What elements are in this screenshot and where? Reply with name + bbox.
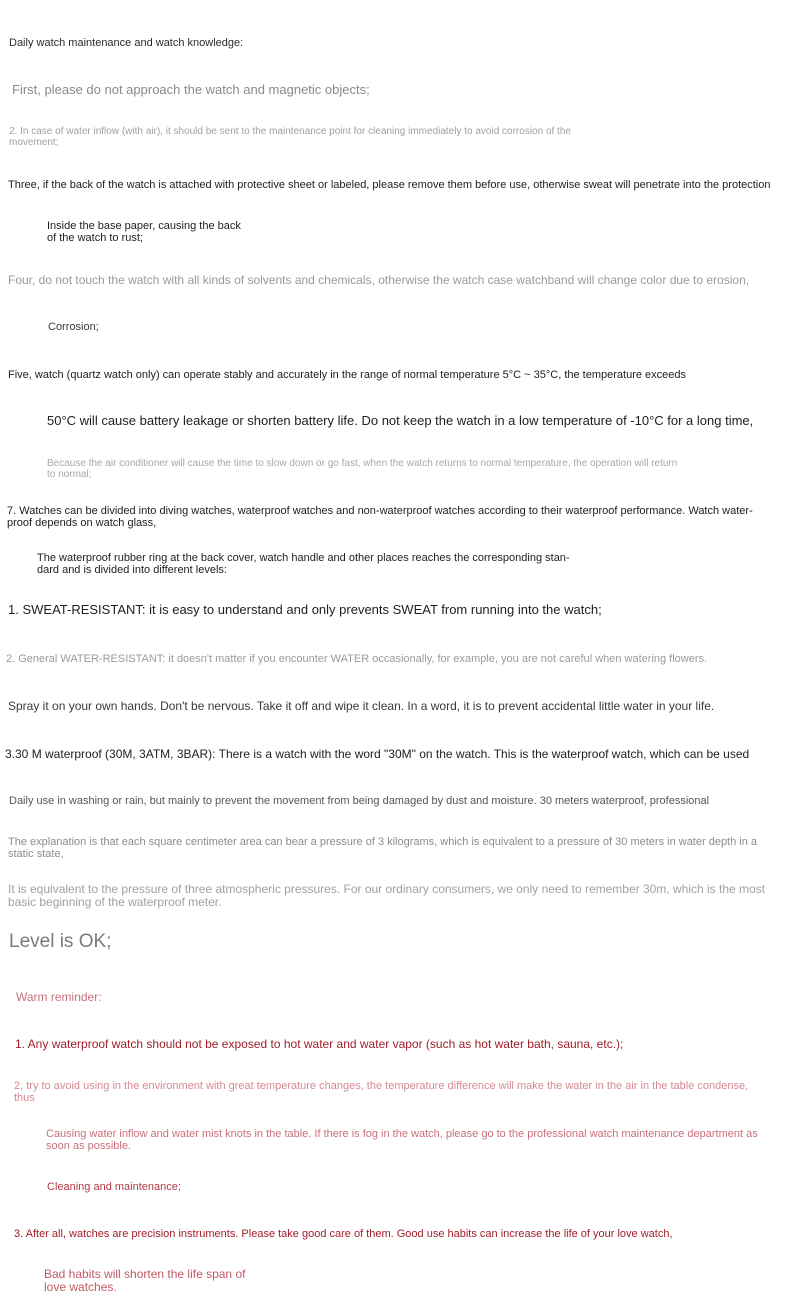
level-30m-cont: Daily use in washing or rain, but mainly to prevent the movement from being damaged by dust and moisture. 30 meters waterproof, professional	[9, 795, 710, 807]
reminder-water-mist: Causing water inflow and water mist knots in the table. If there is fog in the watch, please go to the professional watch maintenance department as soon as possible.	[46, 1128, 758, 1153]
reminder-temperature-changes: 2, try to avoid using in the environment with great temperature changes, the temperature difference will make the water in the air in the table condense, thus	[14, 1080, 749, 1105]
tip-protective-sheet-cont: Inside the base paper, causing the back of the watch to rust;	[47, 220, 241, 245]
level-30m: 3.30 M waterproof (30M, 3ATM, 3BAR): There is a watch with the word "30M" on the watch. This is the waterproof watch, which can be used	[5, 747, 750, 761]
waterproof-levels: The waterproof rubber ring at the back cover, watch handle and other places reaches the corresponding stan-dard and is divided into different levels:	[37, 552, 570, 577]
level-sweat-resistant: 1. SWEAT-RESISTANT: it is easy to understand and only prevents SWEAT from running into the watch;	[8, 602, 602, 617]
pressure-atmospheric: It is equivalent to the pressure of three atmospheric pressures. For our ordinary consumers, we only need to remember 30m, which is the most basic beginning of the waterproof meter.	[8, 882, 766, 910]
tip-protective-sheet: Three, if the back of the watch is attached with protective sheet or labeled, please remove them before use, otherwise sweat will penetrate into the protection	[8, 179, 771, 191]
reminder-cleaning: Cleaning and maintenance;	[47, 1181, 181, 1193]
warm-reminder-title: Warm reminder:	[16, 990, 102, 1004]
tip-temperature-cont: 50°C will cause battery leakage or shorten battery life. Do not keep the watch in a low temperature of -10°C for a long time,	[47, 413, 754, 428]
tip-temperature: Five, watch (quartz watch only) can operate stably and accurately in the range of normal temperature 5°C ~ 35°C, the temperature exceeds	[8, 369, 687, 381]
waterproof-categories: 7. Watches can be divided into diving watches, waterproof watches and non-waterproof watches according to their waterproof performance. Watch water-proof depends on watch glass,	[7, 505, 753, 530]
tip-water-inflow: 2. In case of water inflow (with air), it should be sent to the maintenance point for cleaning immediately to avoid corrosion of the movement;	[9, 126, 571, 148]
level-water-resistant: 2. General WATER-RESISTANT: it doesn't matter if you encounter WATER occasionally, for example, you are not careful when watering flowers.	[6, 653, 708, 665]
tip-solvents: Four, do not touch the watch with all kinds of solvents and chemicals, otherwise the watch case watchband will change color due to erosion,	[8, 273, 750, 287]
heading-daily-maintenance: Daily watch maintenance and watch knowledge:	[9, 37, 244, 49]
pressure-explanation: The explanation is that each square centimeter area can bear a pressure of 3 kilograms, which is equivalent to a pressure of 30 meters in water depth in a static state,	[8, 836, 758, 861]
level-ok: Level is OK;	[9, 931, 112, 952]
tip-magnetic-objects: First, please do not approach the watch and magnetic objects;	[12, 82, 370, 97]
level-water-resistant-cont: Spray it on your own hands. Don't be nervous. Take it off and wipe it clean. In a word, it is to prevent accidental little water in your life.	[8, 699, 715, 713]
reminder-precision-instruments: 3. After all, watches are precision instruments. Please take good care of them. Good use habits can increase the life of your love watch,	[14, 1228, 673, 1240]
reminder-hot-water: 1. Any waterproof watch should not be exposed to hot water and water vapor (such as hot water bath, sauna, etc.);	[15, 1037, 624, 1051]
tip-air-conditioner: Because the air conditioner will cause the time to slow down or go fast, when the watch returns to normal temperature, the operation will return to normal;	[47, 458, 678, 480]
reminder-bad-habits: Bad habits will shorten the life span of love watches.	[44, 1267, 246, 1295]
tip-solvents-cont: Corrosion;	[48, 321, 99, 333]
